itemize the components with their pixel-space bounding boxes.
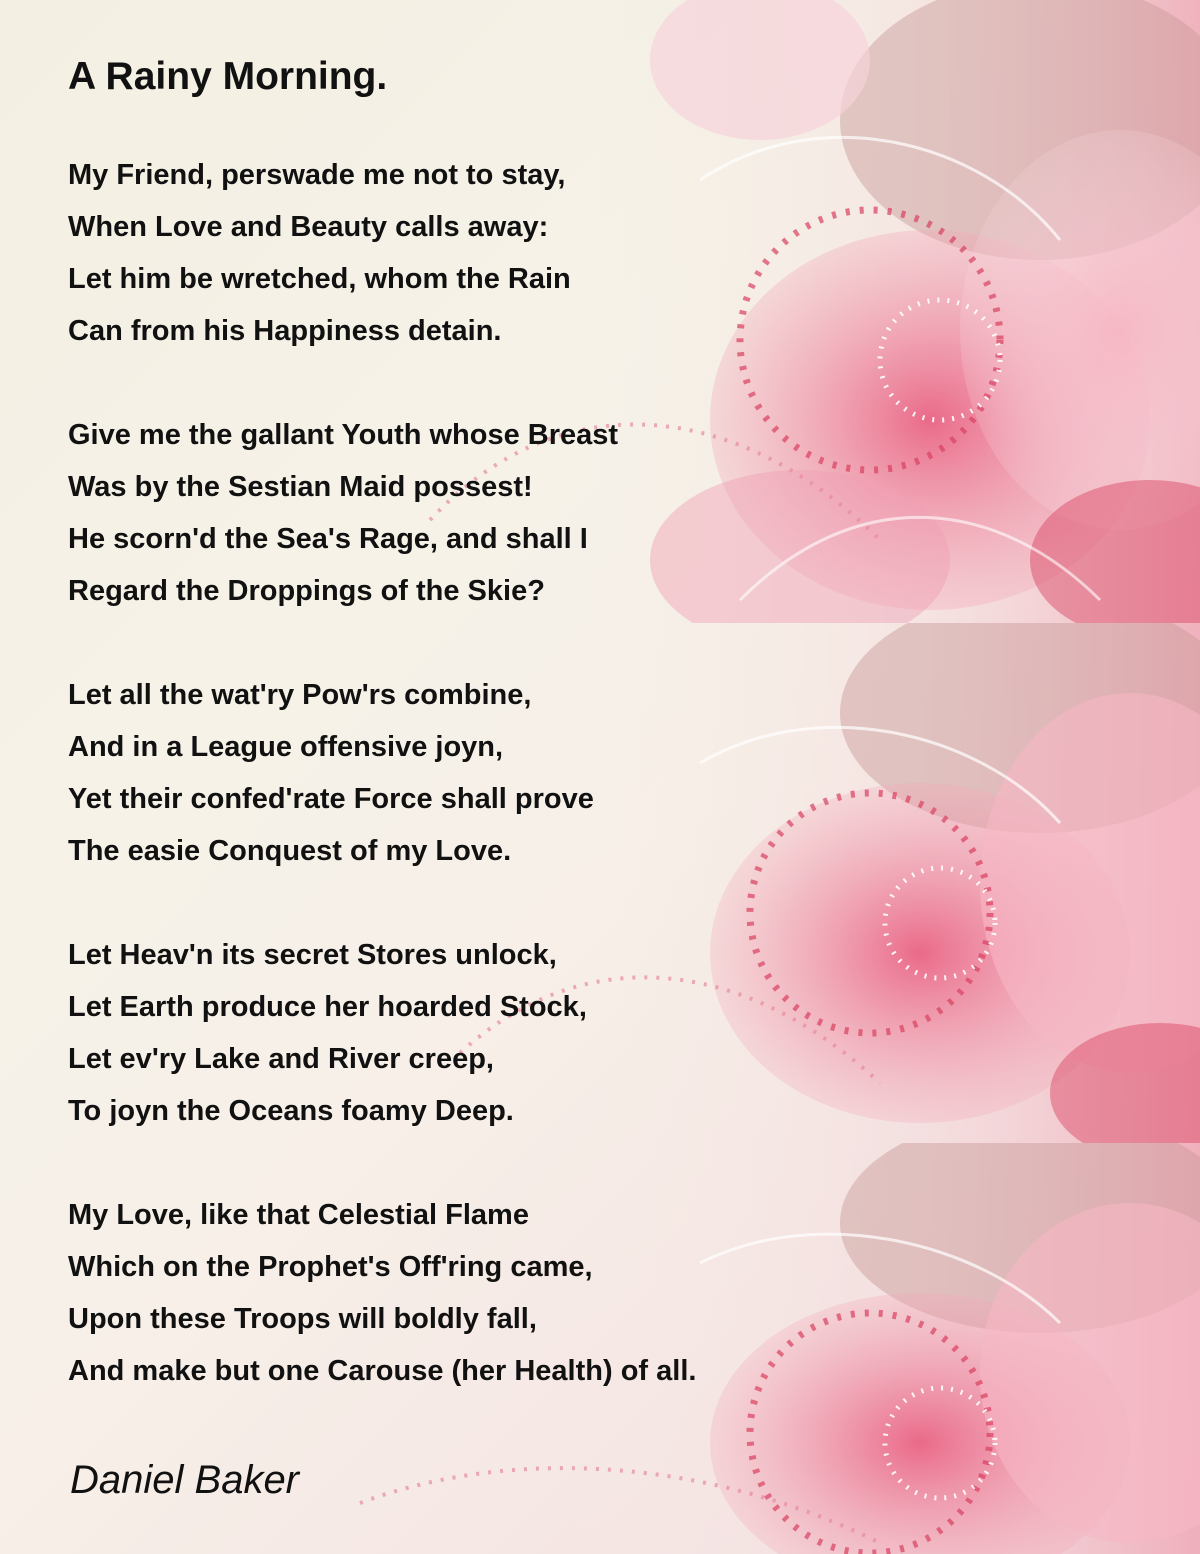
poem-line: My Love, like that Celestial Flame bbox=[68, 1199, 529, 1231]
poem-line: Let Earth produce her hoarded Stock, bbox=[68, 991, 587, 1023]
poem-line: Regard the Droppings of the Skie? bbox=[68, 575, 545, 607]
poem-author: Daniel Baker bbox=[70, 1458, 300, 1502]
poem-line: Yet their confed'rate Force shall prove bbox=[68, 783, 594, 815]
stanza-3 bbox=[68, 669, 594, 877]
poem-line: And in a League offensive joyn, bbox=[68, 731, 504, 763]
poem-line: Let him be wretched, whom the Rain bbox=[68, 263, 571, 295]
poem-line: Let Heav'n its secret Stores unlock, bbox=[68, 939, 557, 971]
poem-line: Which on the Prophet's Off'ring came, bbox=[68, 1251, 593, 1283]
poem-line: My Friend, perswade me not to stay, bbox=[68, 159, 566, 191]
poem-line: The easie Conquest of my Love. bbox=[68, 835, 512, 867]
stanza-4 bbox=[68, 929, 587, 1137]
stanza-1 bbox=[68, 149, 571, 357]
poem-line: Let ev'ry Lake and River creep, bbox=[68, 1043, 494, 1075]
poem-line: Can from his Happiness detain. bbox=[68, 315, 502, 347]
poem-line: He scorn'd the Sea's Rage, and shall I bbox=[68, 523, 588, 555]
poem-line: Let all the wat'ry Pow'rs combine, bbox=[68, 679, 532, 711]
poem-line: When Love and Beauty calls away: bbox=[68, 211, 549, 243]
stanza-2 bbox=[68, 409, 618, 617]
stanza-5 bbox=[68, 1189, 696, 1397]
poem-title: A Rainy Morning. bbox=[68, 55, 388, 98]
poem-line: Upon these Troops will boldly fall, bbox=[68, 1303, 537, 1335]
poem-line: And make but one Carouse (her Health) of all. bbox=[68, 1355, 697, 1387]
poem-line: Give me the gallant Youth whose Breast bbox=[68, 419, 619, 451]
poem-line: Was by the Sestian Maid possest! bbox=[68, 471, 533, 503]
poem-line: To joyn the Oceans foamy Deep. bbox=[68, 1095, 514, 1127]
